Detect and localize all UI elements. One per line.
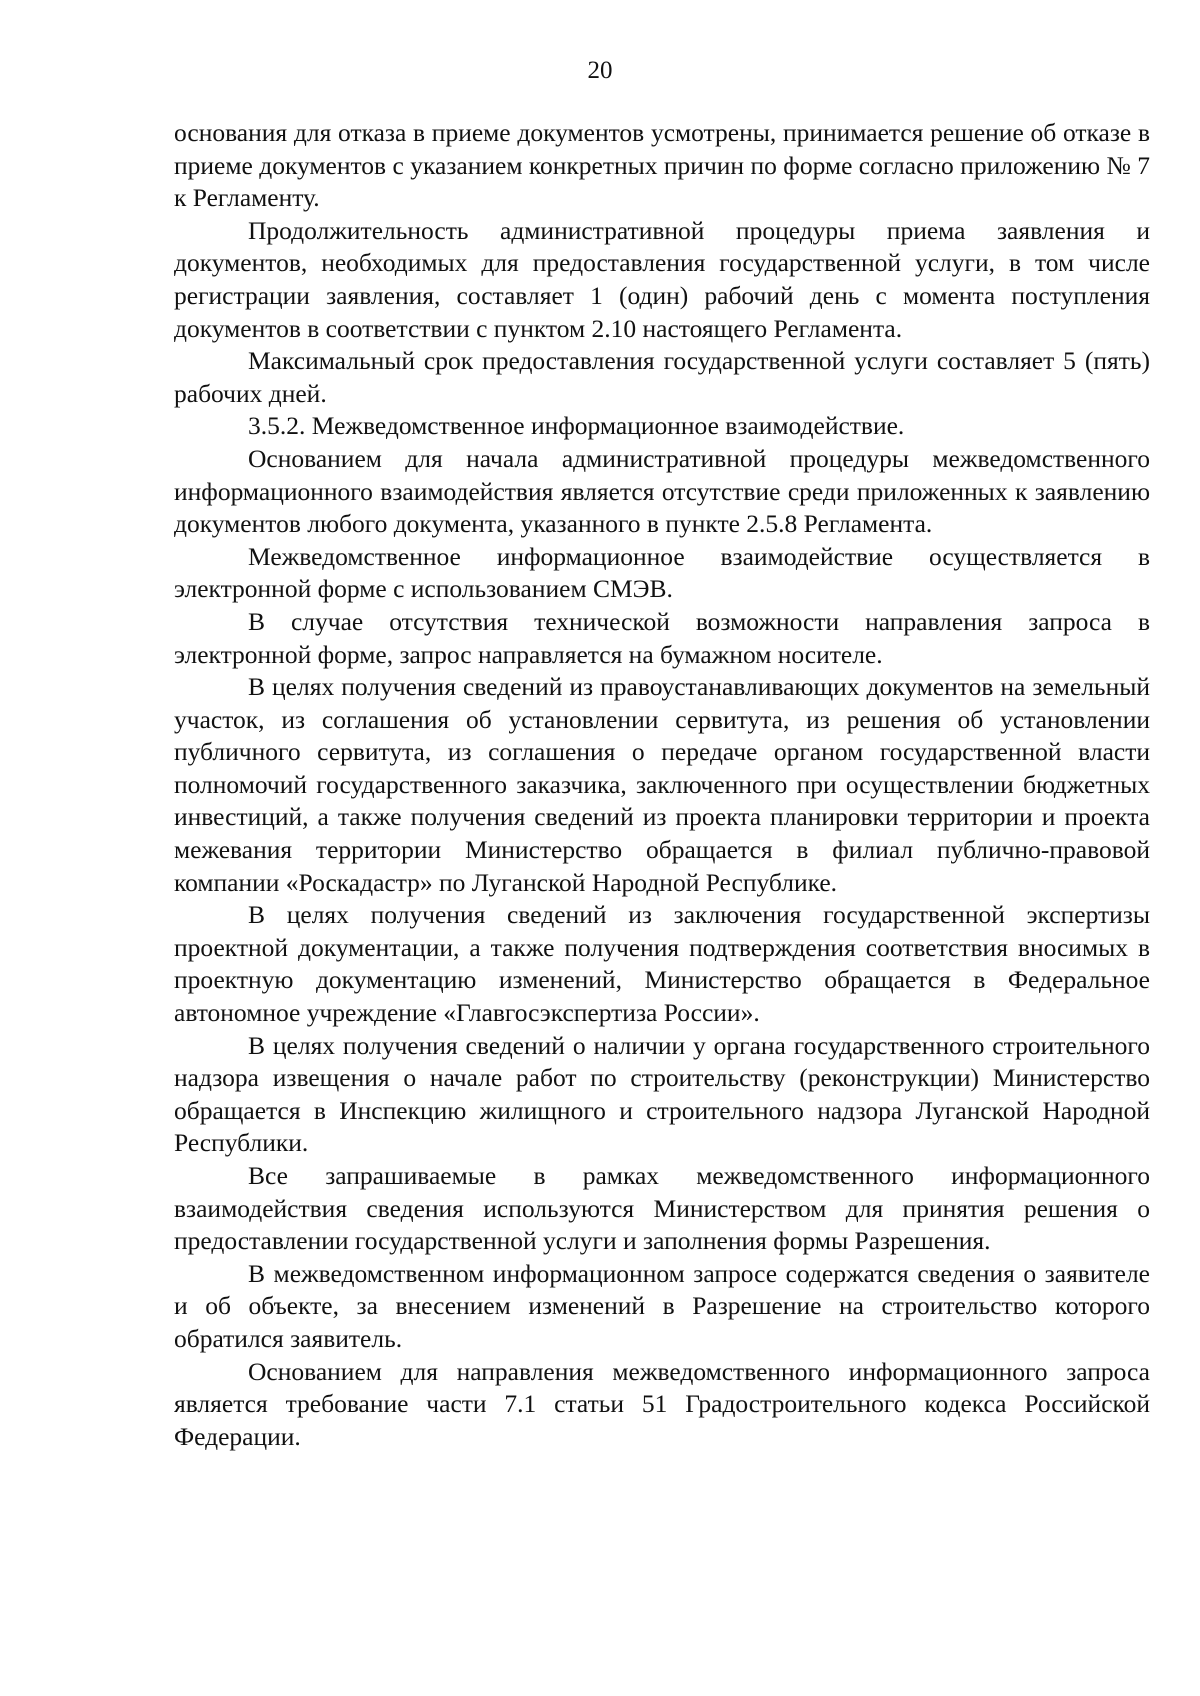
paragraph-paper-request: В случае отсутствия технической возможности направления запроса в электронной форме, запрос направляется на бумажном носителе. (174, 606, 1150, 669)
paragraph-roskadastr: В целях получения сведений из правоустанавливающих документов на земельный участок, из соглашения об установлении сервитута, из решения об установлении публичного сервитута, из соглашения о передаче органом государственной власти полномочий государственного заказчика, заключенного при осуществлении бюджетных инвестиций, а также получения сведений из проекта планировки территории и проекта межевания территории Министерство обращается в филиал публично-правовой компании «Роскадастр» по Луганской Народной Республике. (174, 672, 1150, 897)
paragraph-refusal-continuation: основания для отказа в приеме документов усмотрены, принимается решение об отказе в приеме документов с указанием конкретных причин по форме согласно приложению № 7 к Регламенту. (174, 118, 1150, 213)
paragraph-construction-inspection: В целях получения сведений о наличии у органа государственного строительного надзора извещения о начале работ по строительству (реконструкции) Министерство обращается в Инспекцию жилищного и строительного надзора Луганской Народной Республики. (174, 1030, 1150, 1158)
document-body (174, 117, 1150, 1453)
paragraph-max-term: Максимальный срок предоставления государственной услуги составляет 5 (пять) рабочих дней. (174, 346, 1150, 408)
paragraph-request-basis: Основанием для направления межведомственного информационного запроса является требование части 7.1 статьи 51 Градостроительного кодекса Российской Федерации. (174, 1356, 1150, 1451)
paragraph-information-usage: Все запрашиваемые в рамках межведомственного информационного взаимодействия сведения используются Министерством для принятия решения о предоставлении государственной услуги и заполнения формы Разрешения. (174, 1161, 1150, 1256)
paragraph-basis-interagency: Основанием для начала административной процедуры межведомственного информационного взаимодействия является отсутствие среди приложенных к заявлению документов любого документа, указанного в пункте 2.5.8 Регламента. (174, 443, 1150, 539)
paragraph-procedure-duration: Продолжительность административной процедуры приема заявления и документов, необходимых для предоставления государственной услуги, в том числе регистрации заявления, составляет 1 (один) рабочий день с момента поступления документов в соответствии с пунктом 2.10 настоящего Регламента. (174, 215, 1150, 343)
section-heading-3-5-2: 3.5.2. Межведомственное информационное взаимодействие. (248, 411, 905, 441)
paragraph-smev: Межведомственное информационное взаимодействие осуществляется в электронной форме с использованием СМЭВ. (174, 541, 1150, 604)
paragraph-glavgosexpertiza: В целях получения сведений из заключения государственной экспертизы проектной документации, а также получения подтверждения соответствия вносимых в проектную документацию изменений, Министерство обращается в Федеральное автономное учреждение «Главгосэкспертиза России». (174, 900, 1150, 1028)
page-number: 20 (587, 57, 613, 84)
paragraph-request-contents: В межведомственном информационном запросе содержатся сведения о заявителе и об объекте, за внесением изменений в Разрешение на строительство которого обратился заявитель. (174, 1258, 1150, 1353)
